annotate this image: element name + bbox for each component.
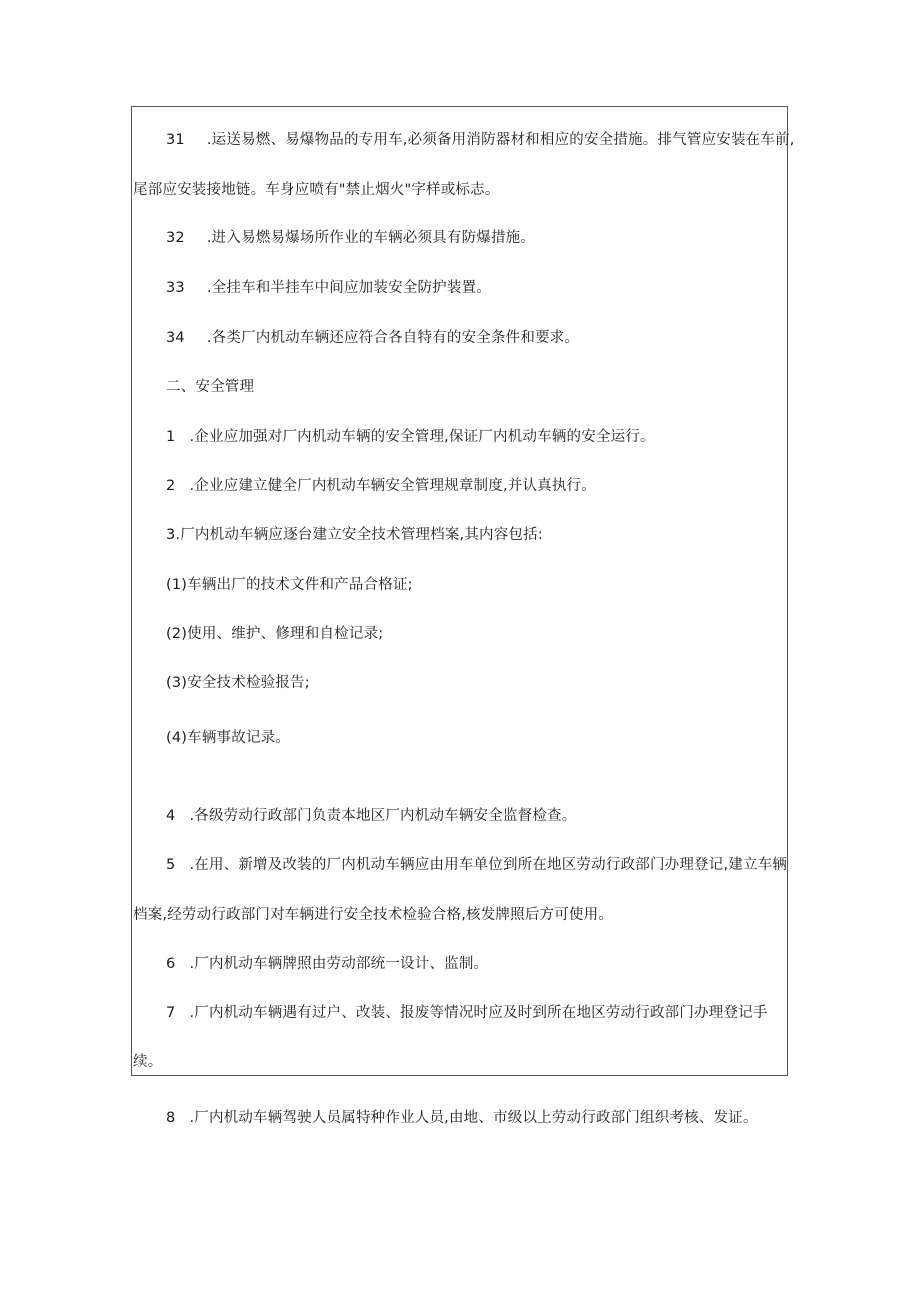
paragraph-mgmt-7-line-1 bbox=[166, 1003, 768, 1023]
paragraph-mgmt-4 bbox=[166, 806, 576, 826]
paragraph-33 bbox=[166, 278, 491, 298]
section-title: 二、安全管理 bbox=[166, 379, 255, 395]
item-text: .在用、新增及改装的厂内机动车辆应由用车单位到所在地区劳动行政部门办理登记,建立车辆 bbox=[189, 857, 788, 873]
item-number: 4 bbox=[166, 808, 176, 824]
paragraph-mgmt-3 bbox=[166, 525, 543, 545]
item-number: 31 bbox=[166, 132, 185, 148]
list-item-3-4 bbox=[166, 728, 290, 748]
item-number: 1 bbox=[166, 429, 176, 445]
item-text: .各类厂内机动车辆还应符合各自特有的安全条件和要求。 bbox=[206, 330, 580, 346]
paragraph-mgmt-5-line-2 bbox=[133, 905, 613, 925]
item-text: .厂内机动车辆遇有过户、改装、报废等情况时应及时到所在地区劳动行政部门办理登记手 bbox=[189, 1005, 768, 1021]
paragraph-31-line-1 bbox=[166, 130, 795, 150]
paragraph-mgmt-2 bbox=[166, 476, 596, 496]
item-text: 续。 bbox=[133, 1054, 163, 1070]
item-text: (1)车辆出厂的技术文件和产品合格证; bbox=[166, 577, 413, 593]
paragraph-mgmt-5-line-1 bbox=[166, 855, 787, 875]
item-number: 32 bbox=[166, 230, 185, 246]
item-number: 7 bbox=[166, 1005, 176, 1021]
paragraph-32 bbox=[166, 228, 535, 248]
item-text: 3.厂内机动车辆应逐台建立安全技术管理档案,其内容包括: bbox=[166, 527, 543, 543]
paragraph-mgmt-1 bbox=[166, 427, 655, 447]
item-text: .进入易燃易爆场所作业的车辆必须具有防爆措施。 bbox=[206, 230, 536, 246]
paragraph-34 bbox=[166, 328, 579, 348]
item-number: 33 bbox=[166, 280, 185, 296]
item-text: (2)使用、维护、修理和自检记录; bbox=[166, 626, 384, 642]
list-item-3-1 bbox=[166, 575, 413, 595]
item-text: .厂内机动车辆驾驶人员属特种作业人员,由地、市级以上劳动行政部门组织考核、发证。 bbox=[189, 1110, 758, 1126]
item-number: 2 bbox=[166, 478, 176, 494]
item-text: .全挂车和半挂车中间应加装安全防护装置。 bbox=[206, 280, 491, 296]
list-item-3-3 bbox=[166, 673, 310, 693]
list-item-3-2 bbox=[166, 624, 383, 644]
item-number: 6 bbox=[166, 956, 176, 972]
item-text: .企业应加强对厂内机动车辆的安全管理,保证厂内机动车辆的安全运行。 bbox=[189, 429, 655, 445]
paragraph-mgmt-6 bbox=[166, 954, 488, 974]
item-text: (3)安全技术检验报告; bbox=[166, 675, 310, 691]
item-number: 8 bbox=[166, 1110, 176, 1126]
item-text: .厂内机动车辆牌照由劳动部统一设计、监制。 bbox=[189, 956, 489, 972]
paragraph-31-line-2 bbox=[133, 180, 500, 200]
section-heading bbox=[166, 377, 254, 397]
item-text: (4)车辆事故记录。 bbox=[166, 730, 291, 746]
paragraph-mgmt-8 bbox=[166, 1108, 758, 1128]
item-text: .各级劳动行政部门负责本地区厂内机动车辆安全监督检查。 bbox=[189, 808, 577, 824]
item-text: .企业应建立健全厂内机动车辆安全管理规章制度,并认真执行。 bbox=[189, 478, 596, 494]
item-text: 尾部应安装接地链。车身应喷有"禁止烟火"字样或标志。 bbox=[133, 182, 500, 198]
item-text: .运送易燃、易爆物品的专用车,必须备用消防器材和相应的安全措施。排气管应安装在车前, bbox=[206, 132, 795, 148]
item-text: 档案,经劳动行政部门对车辆进行安全技术检验合格,核发牌照后方可使用。 bbox=[133, 907, 614, 923]
paragraph-mgmt-7-line-2 bbox=[133, 1052, 162, 1072]
item-number: 34 bbox=[166, 330, 185, 346]
item-number: 5 bbox=[166, 857, 176, 873]
